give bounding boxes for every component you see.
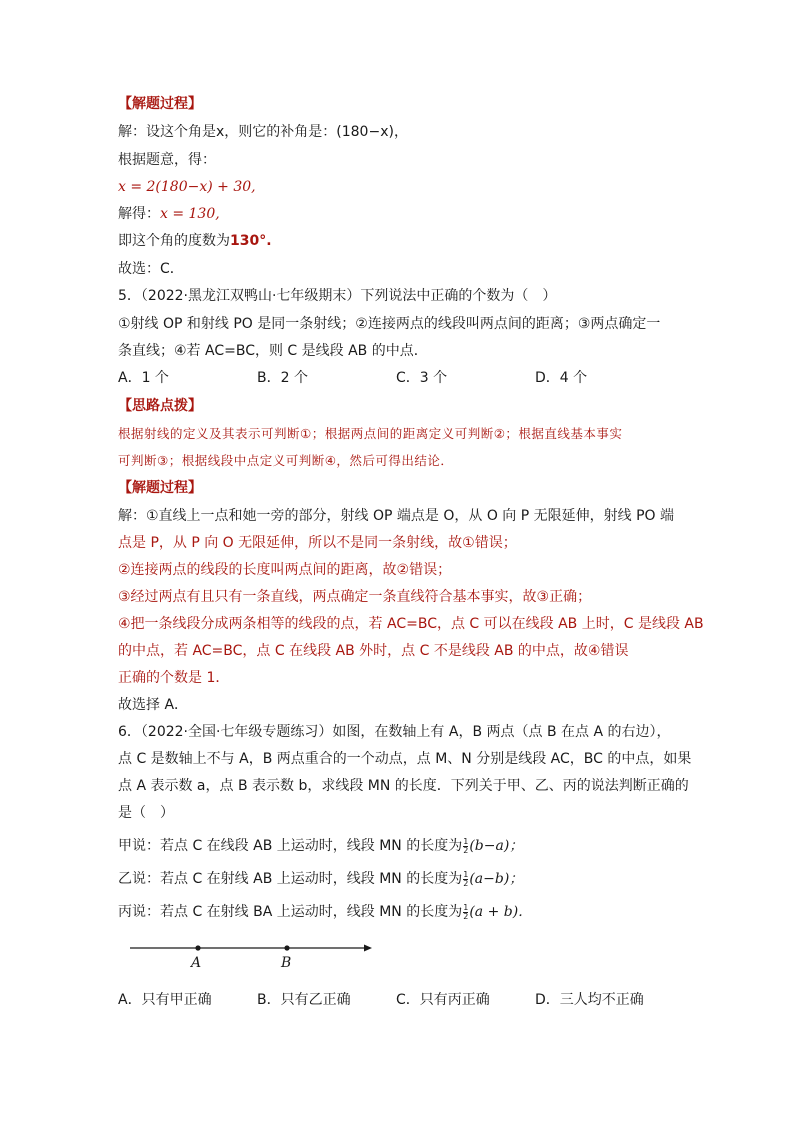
- fraction-denominator: 2: [463, 911, 469, 921]
- fraction: [463, 838, 468, 855]
- question-stem: 点 A 表示数 a，点 B 表示数 b，求线段 MN 的长度．下列关于甲、乙、丙的说法判断正确的: [118, 778, 689, 794]
- solution-line: [118, 231, 272, 251]
- solution-line: ②连接两点的线段的长度叫两点间的距离，故②错误；: [118, 562, 452, 578]
- fraction-numerator: 1: [463, 869, 469, 879]
- question-stem: 点 C 是数轴上不与 A，B 两点重合的一个动点，点 M、N 分别是线段 AC，BC 的中点，如果: [118, 751, 692, 767]
- statement-jia: [118, 836, 523, 856]
- question-stem: 6．（2022·全国·七年级专题练习）如图，在数轴上有 A，B 两点（点 B 在点 A 的右边），: [118, 724, 671, 740]
- solution-line: [118, 506, 674, 526]
- hint-header: 【思路点拨】: [118, 398, 202, 414]
- statement-bing: [118, 902, 532, 922]
- solution-line: ④把一条线段分成两条相等的线段的点，若 AC=BC，点 C 可以在线段 AB 上时，C 是线段 AB: [118, 616, 704, 632]
- statement-yi: [118, 869, 523, 889]
- fraction-denominator: 2: [463, 878, 469, 888]
- label-a: A: [191, 955, 202, 971]
- question-stem: 5．（2022·黑龙江双鸭山·七年级期末）下列说法中正确的个数为（ ）: [118, 288, 557, 304]
- fraction: [463, 904, 468, 921]
- option-a: A．只有甲正确: [118, 992, 212, 1008]
- statement-text: 甲说：若点 C 在线段 AB 上运动时，线段 MN 的长度为: [118, 838, 463, 854]
- arrow-head-icon: [364, 945, 372, 952]
- option-c: C．只有丙正确: [396, 992, 490, 1008]
- expression: (a−b)；: [469, 871, 524, 887]
- number-line-figure: [120, 935, 390, 975]
- equation: x = 2(180−x) + 30,: [118, 179, 256, 195]
- option-c: C．3 个: [396, 370, 448, 386]
- solution-line: 故选择 A．: [118, 697, 189, 713]
- expression: (a + b)．: [469, 904, 533, 920]
- solution-line: 的中点，若 AC=BC，点 C 在线段 AB 外时，点 C 不是线段 AB 的中点，故④错误: [118, 643, 629, 659]
- solution-line: [118, 204, 220, 224]
- label-b: B: [281, 955, 292, 971]
- option-b: B．2 个: [257, 370, 308, 386]
- point-b: [284, 945, 289, 950]
- solution-line: 故选：C．: [118, 261, 184, 277]
- solution-text: 解：①直线上一点和她一旁的部分，射线 OP 端点是 O，从 O 向 P 无限延伸，射线 PO 端: [118, 508, 675, 524]
- equation: x = 130,: [160, 206, 220, 222]
- solution-text: 解得：: [118, 206, 160, 222]
- solution-line: ③经过两点有且只有一条直线，两点确定一条直线符合基本事实，故③正确；: [118, 589, 592, 605]
- expression: (b−a)；: [469, 838, 524, 854]
- question-stem: 是（ ）: [118, 805, 174, 821]
- statement-line: ①射线 OP 和射线 PO 是同一条射线；②连接两点的线段叫两点间的距离；③两点确定一: [118, 316, 661, 332]
- option-b: B．只有乙正确: [257, 992, 351, 1008]
- fraction-numerator: 1: [463, 836, 469, 846]
- option-a: A．1 个: [118, 370, 169, 386]
- solution-line: 点是 P，从 P 向 O 无限延伸，所以不是同一条射线，故①错误；: [118, 535, 517, 551]
- statement-line: 条直线；④若 AC=BC，则 C 是线段 AB 的中点．: [118, 343, 428, 359]
- solution-header: 【解题过程】: [118, 96, 202, 112]
- solution-text: 即这个角的度数为: [118, 233, 230, 249]
- solution-line: 根据题意，得：: [118, 152, 216, 168]
- answer-value: 130°.: [230, 233, 272, 249]
- hint-line: 可判断③；根据线段中点定义可判断④，然后可得出结论．: [118, 453, 454, 468]
- solution-header: 【解题过程】: [118, 480, 202, 496]
- hint-line: 根据射线的定义及其表示可判断①；根据两点间的距离定义可判断②；根据直线基本事实: [118, 426, 623, 441]
- option-d: D．三人均不正确: [535, 992, 644, 1008]
- fraction-denominator: 2: [463, 845, 469, 855]
- point-a: [195, 945, 200, 950]
- fraction: [463, 871, 468, 888]
- solution-line: 正确的个数是 1．: [118, 670, 230, 686]
- statement-text: 丙说：若点 C 在射线 BA 上运动时，线段 MN 的长度为: [118, 904, 463, 920]
- statement-text: 乙说：若点 C 在射线 AB 上运动时，线段 MN 的长度为: [118, 871, 463, 887]
- option-d: D．4 个: [535, 370, 588, 386]
- solution-line: 解：设这个角是x，则它的补角是：(180−x)，: [118, 124, 408, 140]
- fraction-numerator: 1: [463, 902, 469, 912]
